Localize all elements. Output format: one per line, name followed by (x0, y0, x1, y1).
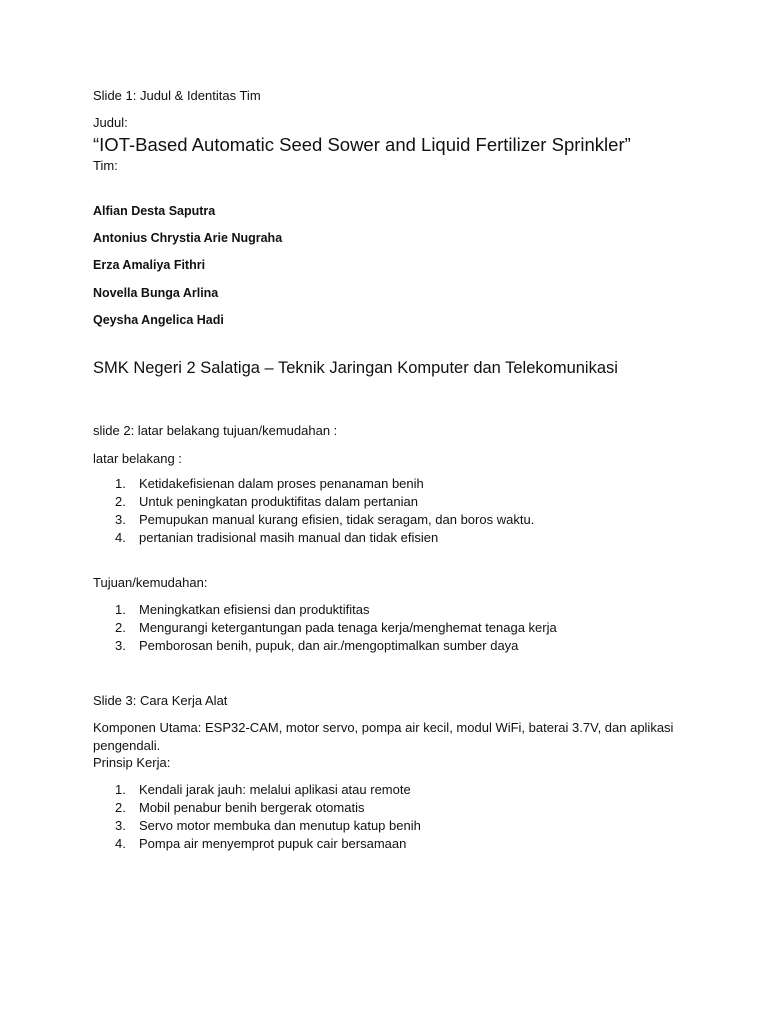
list-text: Ketidakefisienan dalam proses penanaman benih (139, 476, 424, 491)
judul-label: Judul: (93, 115, 128, 130)
list-item (93, 619, 557, 637)
slide2-heading: slide 2: latar belakang tujuan/kemudahan : (93, 423, 338, 438)
komponen-utama: Komponen Utama: ESP32-CAM, motor servo, pompa air kecil, modul WiFi, baterai 3.7V, dan aplikasi pengendali. (93, 720, 674, 753)
list-item (93, 511, 534, 529)
list-text: Mengurangi ketergantungan pada tenaga kerja/menghemat tenaga kerja (139, 620, 557, 635)
prinsip-label: Prinsip Kerja: (93, 755, 171, 770)
slide1-heading: Slide 1: Judul & Identitas Tim (93, 88, 261, 103)
list-number: 2. (115, 620, 126, 635)
team-member: Qeysha Angelica Hadi (93, 313, 224, 327)
list-number: 4. (115, 836, 126, 851)
team-member: Alfian Desta Saputra (93, 204, 216, 218)
list-text: Kendali jarak jauh: melalui aplikasi atau remote (139, 782, 411, 797)
latar-list (93, 475, 534, 547)
list-text: Meningkatkan efisiensi dan produktifitas (139, 602, 370, 617)
list-text: Servo motor membuka dan menutup katup benih (139, 818, 421, 833)
list-number: 2. (115, 494, 126, 509)
list-number: 1. (115, 782, 126, 797)
list-number: 2. (115, 800, 126, 815)
list-item (93, 475, 534, 493)
list-text: Mobil penabur benih bergerak otomatis (139, 800, 365, 815)
list-number: 1. (115, 476, 126, 491)
list-number: 3. (115, 818, 126, 833)
team-member: Antonius Chrystia Arie Nugraha (93, 231, 283, 245)
tujuan-list (93, 601, 557, 655)
list-item (93, 637, 557, 655)
team-member: Novella Bunga Arlina (93, 286, 219, 300)
latar-label: latar belakang : (93, 451, 182, 466)
slide3-heading: Slide 3: Cara Kerja Alat (93, 693, 228, 708)
list-text: Pompa air menyemprot pupuk cair bersamaan (139, 836, 407, 851)
list-item (93, 493, 534, 511)
list-item (93, 799, 421, 817)
list-number: 4. (115, 530, 126, 545)
list-text: Untuk peningkatan produktifitas dalam pertanian (139, 494, 418, 509)
list-number: 3. (115, 512, 126, 527)
list-item (93, 817, 421, 835)
list-number: 1. (115, 602, 126, 617)
list-item (93, 529, 534, 547)
list-text: pertanian tradisional masih manual dan tidak efisien (139, 530, 439, 545)
list-text: Pemupukan manual kurang efisien, tidak seragam, dan boros waktu. (139, 512, 535, 527)
project-title: “IOT-Based Automatic Seed Sower and Liquid Fertilizer Sprinkler” (93, 134, 631, 155)
tim-label: Tim: (93, 158, 118, 173)
list-number: 3. (115, 638, 126, 653)
prinsip-list (93, 781, 421, 853)
tujuan-label: Tujuan/kemudahan: (93, 575, 208, 590)
list-text: Pemborosan benih, pupuk, dan air./mengoptimalkan sumber daya (139, 638, 519, 653)
list-item (93, 601, 557, 619)
list-item (93, 835, 421, 853)
list-item (93, 781, 421, 799)
team-member: Erza Amaliya Fithri (93, 258, 206, 272)
school-name: SMK Negeri 2 Salatiga – Teknik Jaringan Komputer dan Telekomunikasi (93, 359, 618, 377)
